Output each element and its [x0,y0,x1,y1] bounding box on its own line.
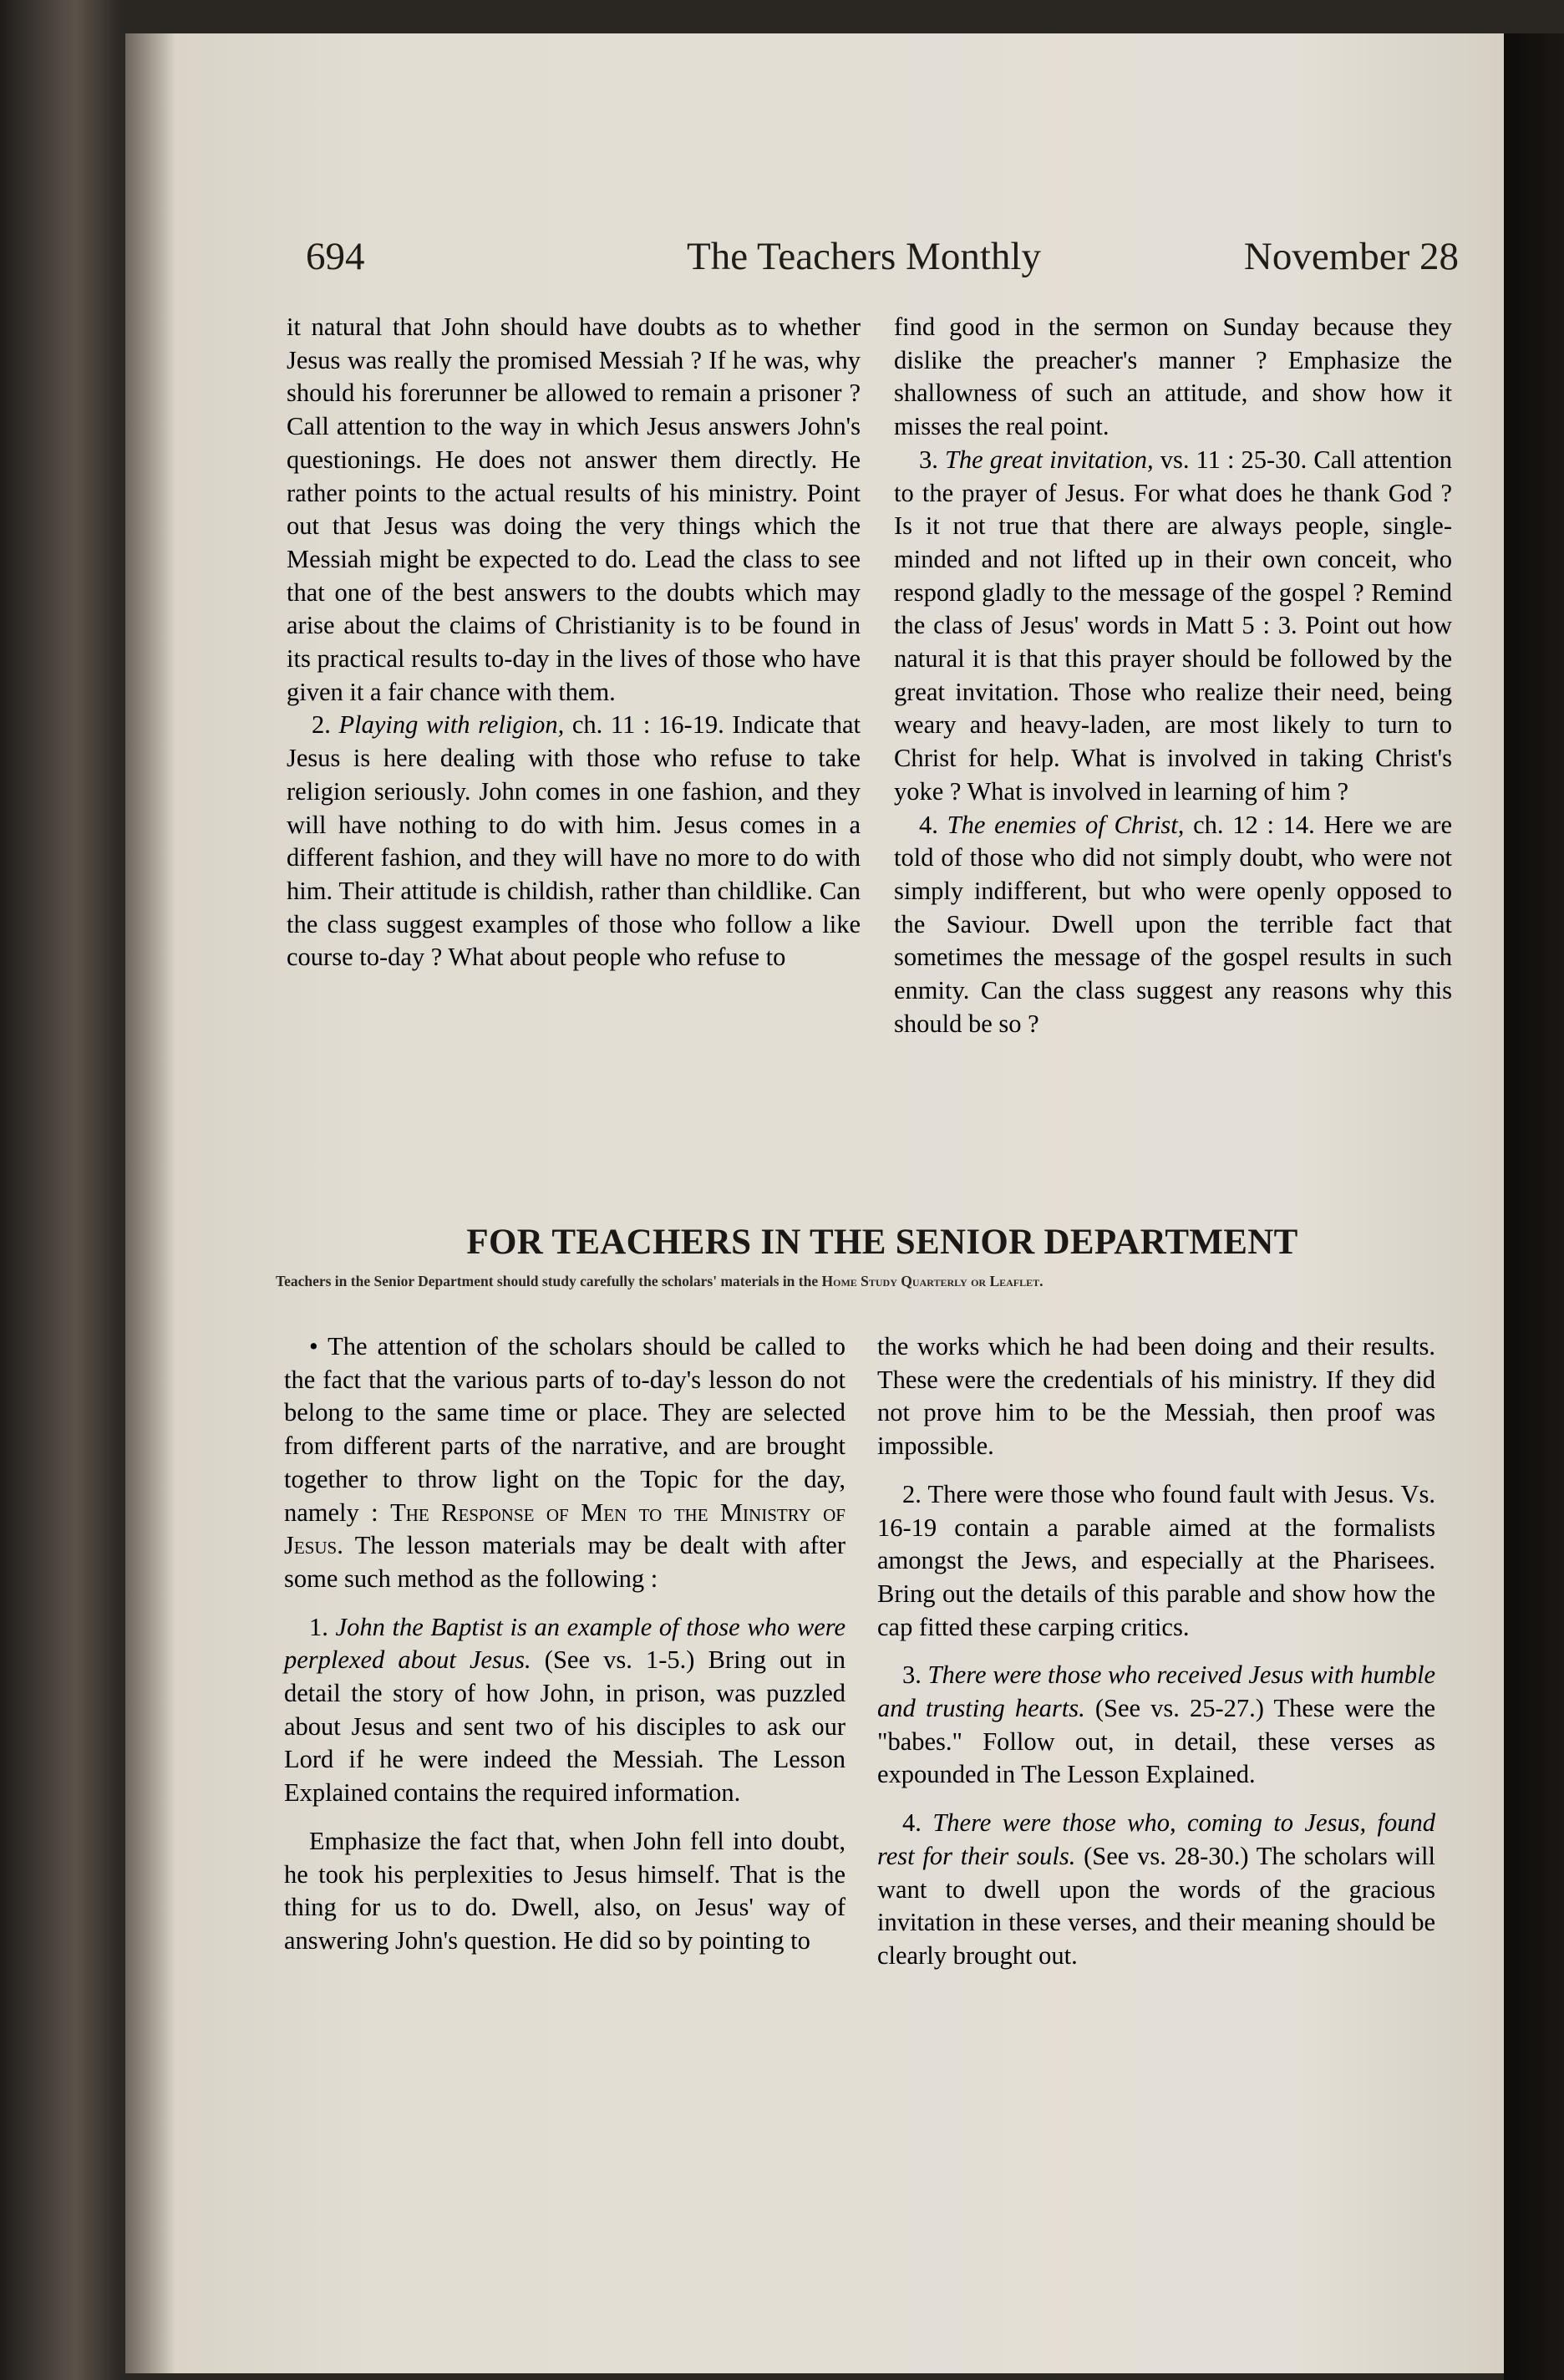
paragraph: the works which he had been doing and their results. These were the credentials of his ministry. If they did not prove him to be the Messiah, then proof was impossible. [877,1332,1435,1461]
running-head [306,234,1459,284]
paragraph: 4. There were those who, coming to Jesus, found rest for their souls. (See vs. 28-30.) The scholars will want to dwell upon the words of the gracious invitation in these verses, and their meaning should be clearly brought out. [877,1808,1436,1970]
paragraph: 2. There were those who found fault with Jesus. Vs. 16-19 contain a parable aimed at the formalists amongst the Jews, and especially at the Pharisees. Bring out the details of this parable and show how the cap fitted these carping critics. [877,1479,1435,1641]
top-left-column [287,311,861,974]
paragraph: 3. The great invitation, vs. 11 : 25-30. Call attention to the prayer of Jesus. For what does he thank God ? Is it not true that there are always people, single-minded and not lifted up in their own conceit, who respond gladly to the message of the gospel ? Remind the class of Jesus' words in Matt 5 : 3. Point out how natural it is that this prayer should be followed by the great invitation. Those who realize their need, being weary and heavy-laden, are most likely to turn to Christ for help. What is involved in taking Christ's yoke ? What is involved in learning of him ? [894,445,1453,806]
top-right-column [894,311,1452,1040]
paragraph: Emphasize the fact that, when John fell into doubt, he took his perplexities to Jesus himself. That is the thing for us to do. Dwell, also, on Jesus' way of answering John's question. He did so by pointing to [284,1826,845,1955]
bottom-left-column [284,1330,845,1958]
page-edge [1504,33,1564,2380]
paragraph: find good in the sermon on Sunday because they dislike the preacher's manner ? Emphasize the shallowness of such an attitude, and show how it misses the real point. [894,313,1452,441]
paragraph: 1. John the Baptist is an example of those who were perplexed about Jesus. (See vs. 1-5.) Bring out in detail the story of how John, in prison, was puzzled about Jesus and sent two of his disciples to ask our Lord if he were indeed the Messiah. The Lesson Explained contains the required information. [284,1612,846,1808]
page-number: 694 [306,235,365,278]
publication-title: The Teachers Monthly [687,235,1041,278]
paragraph: • The attention of the scholars should be called to the fact that the various parts of to-day's lesson do not belong to the same time or place. They are selected from different parts of the narrative, and are brought together to throw light on the Topic for the day, namely : The Response of Men to the Ministry of Jesus. The lesson materials may be dealt with after some such method as the following : [284,1332,845,1593]
paragraph: 3. There were those who received Jesus with humble and trusting hearts. (See vs. 25-27.) These were the "babes." Follow out, in detail, these verses as expounded in The Lesson Explained. [877,1660,1436,1789]
paragraph: 2. Playing with religion, ch. 11 : 16-19. Indicate that Jesus is here dealing with those who refuse to take religion seriously. John comes in one fashion, and they will have nothing to do with him. Jesus comes in a different fashion, and they will have no more to do with him. Their attitude is childish, rather than childlike. Can the class suggest examples of those who follow a like course to-day ? What about people who refuse to [287,710,861,972]
spine-shadow [125,33,175,2373]
bottom-right-column [877,1330,1435,1973]
paragraph: 4. The enemies of Christ, ch. 12 : 14. Here we are told of those who did not simply doubt, who were not simply indifferent, but who were openly opposed to the Saviour. Dwell upon the terrible fact that sometimes the message of the gospel results in such enmity. Can the class suggest any reasons why this should be so ? [894,810,1452,1038]
paragraph: it natural that John should have doubts as to whether Jesus was really the promised Messiah ? If he was, why should his forerunner be allowed to remain a prisoner ? Call attention to the way in which Jesus answers John's questionings. He does not answer them directly. He rather points to the actual results of his ministry. Point out that Jesus was doing the very things which the Messiah might be expected to do. Lead the class to see that one of the best answers to the doubts which may arise about the claims of Christianity is to be found in its practical results to-day in the lives of those who have given it a fair chance with them. [287,313,861,706]
issue-date: November 28 [1243,235,1459,278]
section-note: Teachers in the Senior Department should study carefully the scholars' materials in the Home Study Quarterly or Leaflet. [276,1273,1044,1289]
section-title: FOR TEACHERS IN THE SENIOR DEPARTMENT [466,1223,1298,1262]
